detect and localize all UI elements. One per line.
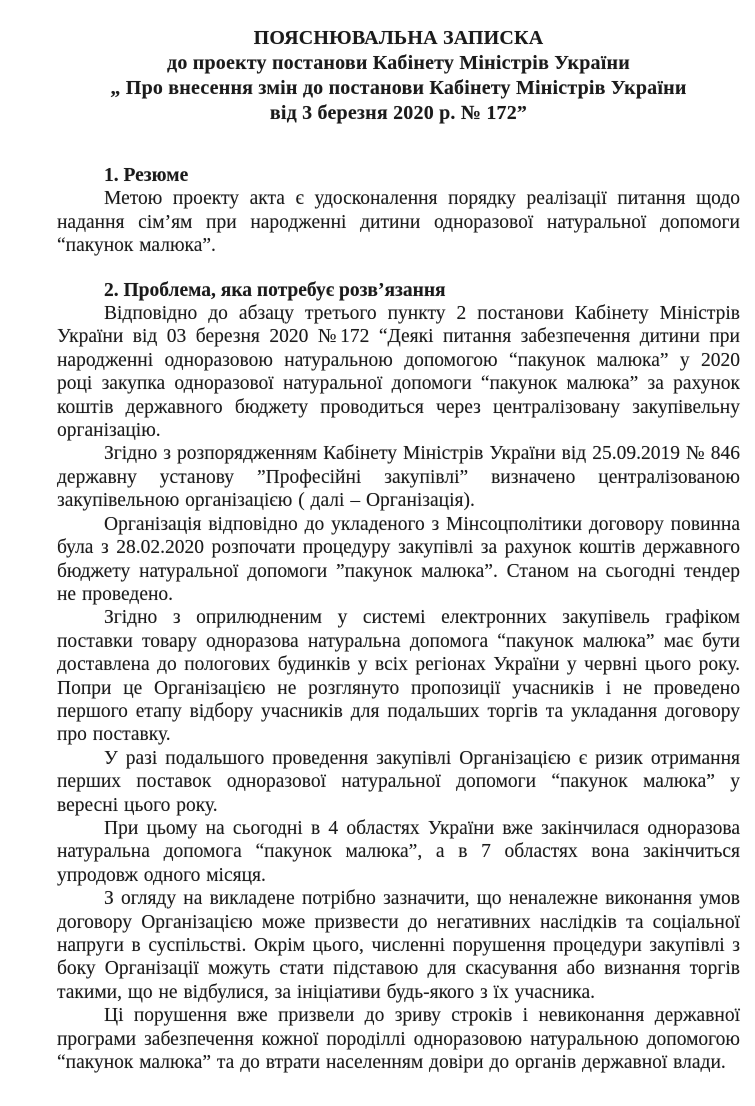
- section-summary: [57, 164, 740, 258]
- section-problem: [57, 279, 740, 1075]
- title-line-2: до проекту постанови Кабінету Міністрів України: [167, 52, 630, 74]
- section-summary-heading: 1. Резюме: [104, 165, 189, 186]
- paragraph-problem-2: Згідно з розпорядженням Кабінету Міністрів України від 25.09.2019 № 846 державну установу ”Професійні закупівлі” визначено централізованою закупівельною організацією ( далі – Організація).: [57, 443, 740, 512]
- title-line-3: „ Про внесення змін до постанови Кабінету Міністрів України: [110, 77, 687, 99]
- paragraph-problem-3: Організація відповідно до укладеного з Мінсоцполітики договору повинна була з 28.02.2020 розпочати процедуру закупівлі за рахунок коштів державного бюджету натуральної допомоги ”пакунок малюка”. Станом на сьогодні тендер не проведено.: [57, 513, 740, 605]
- paragraph-problem-8: Ці порушення вже призвели до зриву строків і невиконання державної програми забезпечення кожної породіллі одноразовою натуральною допомогою “пакунок малюка” та до втрати населенням довіри до органів державної влади.: [57, 1005, 740, 1074]
- paragraph-summary-1: Метою проекту акта є удосконалення порядку реалізації питання щодо надання сім’ям при народженні дитини одноразової натуральної допомоги “пакунок малюка”.: [57, 188, 740, 257]
- title-line-4: від 3 березня 2020 р. № 172”: [269, 102, 528, 124]
- paragraph-problem-5: У разі подальшого проведення закупівлі Організацією є ризик отримання перших поставок одноразової натуральної допомоги “пакунок малюка” у вересні цього року.: [57, 747, 740, 816]
- title-line-1: ПОЯСНЮВАЛЬНА ЗАПИСКА: [253, 27, 544, 49]
- section-problem-heading: 2. Проблема, яка потребує розв’язання: [104, 279, 446, 301]
- paragraph-problem-7: З огляду на викладене потрібно зазначити, що неналежне виконання умов договору Організацією може призвести до негативних наслідків та соціальної напруги в суспільстві. Окрім цього, численні порушення процедури закупівлі з боку Організації можуть стати підставою для скасування або визнання торгів такими, що не відбулися, за ініціативи будь-якого з їх учасника.: [57, 888, 740, 1003]
- document-title-block: [57, 26, 740, 126]
- paragraph-problem-1: Відповідно до абзацу третього пункту 2 постанови Кабінету Міністрів України від 03 березня 2020 №172 “Деякі питання забезпечення дитини при народженні одноразовою натуральною допомогою “пакунок малюка” у 2020 році закупка одноразової натуральної допомоги “пакунок малюка” за рахунок коштів державного бюджету проводиться через централізовану закупівельну організацію.: [57, 303, 740, 442]
- paragraph-problem-4: Згідно з оприлюдненим у системі електронних закупівель графіком поставки товару одноразова натуральна допомога “пакунок малюка” має бути доставлена до пологових будинків у всіх регіонах України у червні цього року. Попри це Організацією не розглянуто пропозиції учасників і не проведено першого етапу відбору учасників для подальших торгів та укладання договору про поставку.: [57, 607, 740, 746]
- paragraph-problem-6: При цьому на сьогодні в 4 областях України вже закінчилася одноразова натуральна допомога “пакунок малюка”, а в 7 областях вона закінчиться упродовж одного місяця.: [57, 817, 740, 886]
